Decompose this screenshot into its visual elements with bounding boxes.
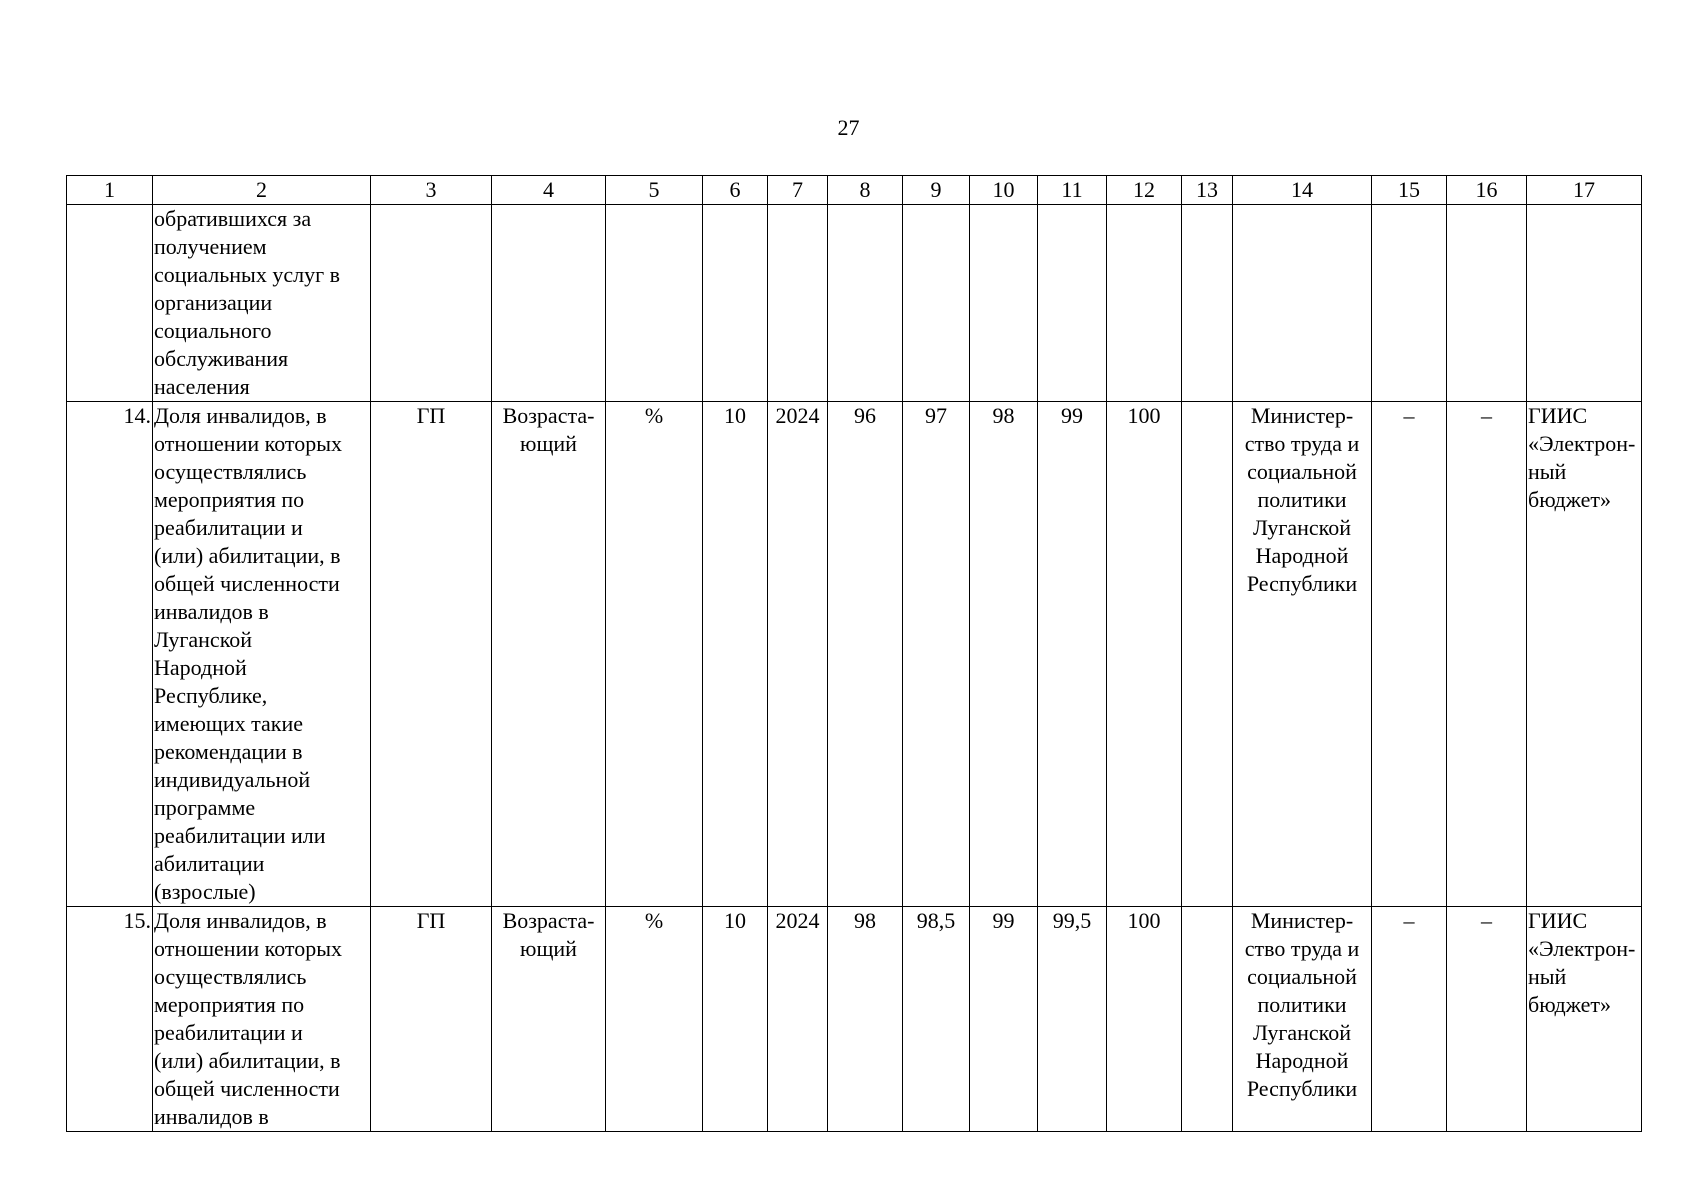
value-col-12: 100 <box>1107 907 1182 1132</box>
cell-col-15: – <box>1372 402 1447 907</box>
unit: % <box>606 907 703 1132</box>
unit: % <box>606 402 703 907</box>
column-header: 14 <box>1233 176 1372 205</box>
indicator-level: ГП <box>371 402 492 907</box>
indicators-table <box>66 175 1642 1132</box>
cell-col-16: – <box>1447 907 1527 1132</box>
table-row <box>67 205 1642 402</box>
indicator-name: Доля инвалидов, в отношении которых осуществлялись мероприятия по реабилитации и (или) абилитации, в общей численности инвалидов в <box>153 907 371 1132</box>
cell-col-15 <box>1372 205 1447 402</box>
value-col-11 <box>1038 205 1107 402</box>
value-col-9: 98,5 <box>903 907 970 1132</box>
column-header: 11 <box>1038 176 1107 205</box>
page-number: 27 <box>837 115 860 140</box>
responsible-body <box>1233 205 1372 402</box>
cell-col-13 <box>1182 907 1233 1132</box>
row-number <box>67 205 153 402</box>
column-header: 6 <box>703 176 768 205</box>
indicator-trend: Возраста- ющий <box>492 907 606 1132</box>
cell-col-13 <box>1182 402 1233 907</box>
indicator-name: Доля инвалидов, в отношении которых осуществлялись мероприятия по реабилитации и (или) абилитации, в общей численности инвалидов в Луганской Народной Республике, имеющих такие рекомендации в индивидуальной программе реабилитации или абилитации (взрослые) <box>153 402 371 907</box>
column-header: 9 <box>903 176 970 205</box>
column-header: 7 <box>768 176 828 205</box>
value-col-12 <box>1107 205 1182 402</box>
column-header: 15 <box>1372 176 1447 205</box>
column-header: 13 <box>1182 176 1233 205</box>
base-year <box>768 205 828 402</box>
column-header: 2 <box>153 176 371 205</box>
base-value: 10 <box>703 907 768 1132</box>
base-value <box>703 205 768 402</box>
value-col-9: 97 <box>903 402 970 907</box>
indicator-trend: Возраста- ющий <box>492 402 606 907</box>
value-col-9 <box>903 205 970 402</box>
cell-col-16 <box>1447 205 1527 402</box>
value-col-11: 99 <box>1038 402 1107 907</box>
column-header: 1 <box>67 176 153 205</box>
column-header: 8 <box>828 176 903 205</box>
information-system: ГИИС «Электрон- ный бюджет» <box>1527 907 1642 1132</box>
column-header: 17 <box>1527 176 1642 205</box>
responsible-body: Министер- ство труда и социальной политики Луганской Народной Республики <box>1233 907 1372 1132</box>
information-system <box>1527 205 1642 402</box>
column-header: 16 <box>1447 176 1527 205</box>
indicator-trend <box>492 205 606 402</box>
value-col-11: 99,5 <box>1038 907 1107 1132</box>
table-row <box>67 907 1642 1132</box>
cell-col-15: – <box>1372 907 1447 1132</box>
cell-col-16: – <box>1447 402 1527 907</box>
value-col-10: 98 <box>970 402 1038 907</box>
indicator-name: обратившихся за получением социальных услуг в организации социального обслуживания населения <box>153 205 371 402</box>
value-col-8: 98 <box>828 907 903 1132</box>
column-header: 3 <box>371 176 492 205</box>
base-year: 2024 <box>768 402 828 907</box>
column-header: 12 <box>1107 176 1182 205</box>
base-year: 2024 <box>768 907 828 1132</box>
column-header: 4 <box>492 176 606 205</box>
indicator-level <box>371 205 492 402</box>
responsible-body: Министер- ство труда и социальной политики Луганской Народной Республики <box>1233 402 1372 907</box>
table-row <box>67 402 1642 907</box>
base-value: 10 <box>703 402 768 907</box>
value-col-10 <box>970 205 1038 402</box>
value-col-12: 100 <box>1107 402 1182 907</box>
column-header: 10 <box>970 176 1038 205</box>
value-col-8 <box>828 205 903 402</box>
row-number: 14. <box>67 402 153 907</box>
column-number-row <box>67 176 1642 205</box>
indicator-level: ГП <box>371 907 492 1132</box>
row-number: 15. <box>67 907 153 1132</box>
column-header: 5 <box>606 176 703 205</box>
information-system: ГИИС «Электрон- ный бюджет» <box>1527 402 1642 907</box>
unit <box>606 205 703 402</box>
value-col-8: 96 <box>828 402 903 907</box>
cell-col-13 <box>1182 205 1233 402</box>
value-col-10: 99 <box>970 907 1038 1132</box>
